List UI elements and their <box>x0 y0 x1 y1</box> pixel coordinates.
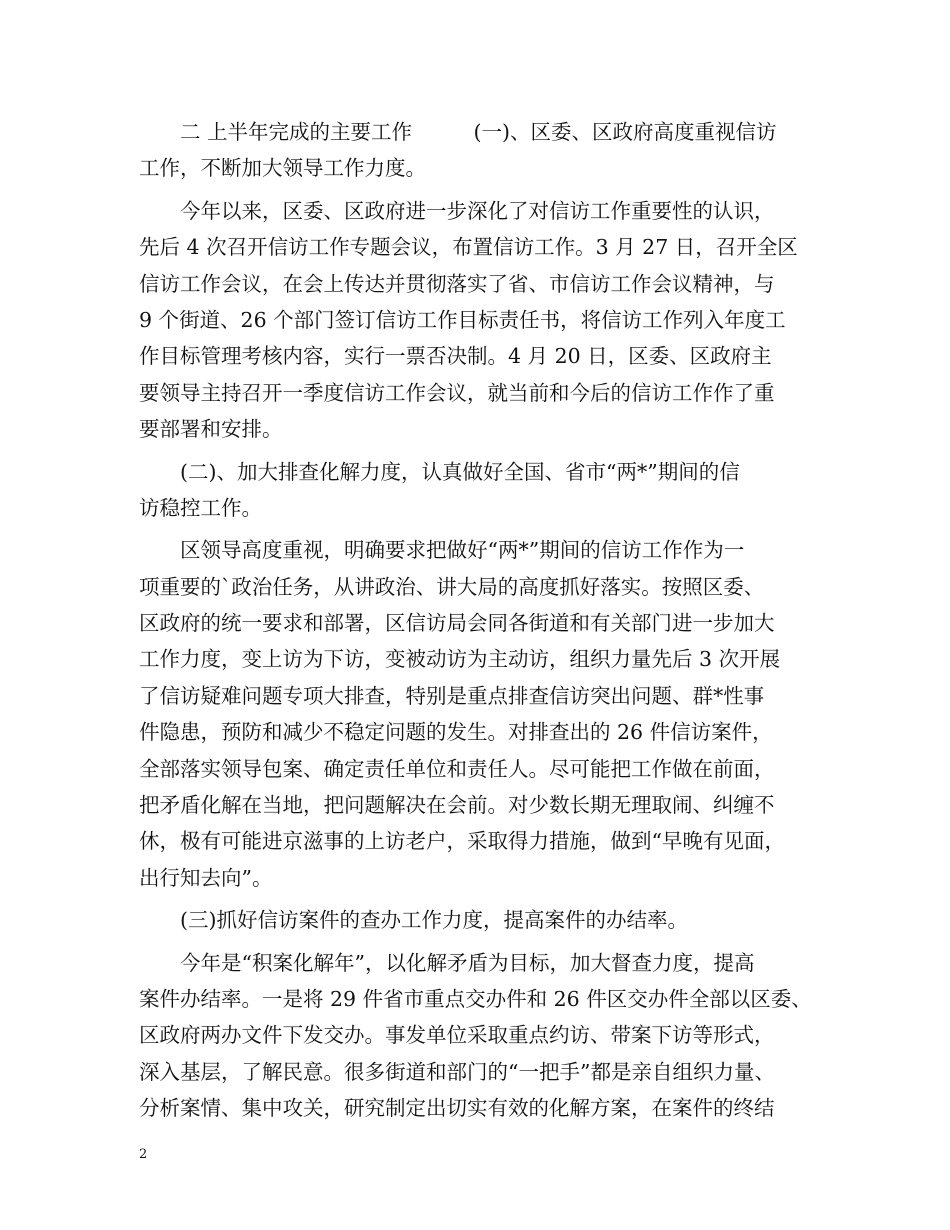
text-line: 工作，不断加大领导工作力度。 <box>139 156 426 181</box>
text-line: 全部落实领导包案、确定责任单位和责任人。尽可能把工作做在前面， <box>139 756 775 781</box>
text-line: 深入基层，了解民意。很多街道和部门的“一把手”都是亲自组织力量、 <box>139 1059 775 1084</box>
text-line: 区领导高度重视，明确要求把做好“两*”期间的信访工作作为一 <box>139 538 745 563</box>
text-line: 要部署和安排。 <box>139 417 283 442</box>
text-line: 区政府两办文件下发交办。事发单位采取重点约访、带案下访等形式， <box>139 1023 775 1048</box>
text-line: 9 个街道、26 个部门签订信访工作目标责任书，将信访工作列入年度工 <box>139 307 786 332</box>
text-line: 休，极有可能进京滋事的上访老户，采取得力措施，做到“早晚有见面， <box>139 829 785 854</box>
text-line: 出行知去向”。 <box>139 865 273 890</box>
text-line: 工作力度，变上访为下访，变被动访为主动访，组织力量先后 3 次开展 <box>139 647 781 672</box>
text-line: 今年以来，区委、区政府进一步深化了对信访工作重要性的认识， <box>139 198 775 223</box>
text-line: 二 上半年完成的主要工作 (一)、区委、区政府高度重视信访 <box>139 120 777 144</box>
text-line: 案件办结率。一是将 29 件省市重点交办件和 26 件区交办件全部以区委、 <box>139 986 812 1011</box>
text-line: 信访工作会议，在会上传达并贯彻落实了省、市信访工作会议精神，与 <box>139 271 775 296</box>
page-number: 2 <box>139 1147 148 1162</box>
text-line: 要领导主持召开一季度信访工作会议，就当前和今后的信访工作作了重 <box>139 380 775 405</box>
text-line: 分析案情、集中攻关，研究制定出切实有效的化解方案，在案件的终结 <box>139 1096 775 1121</box>
document-body <box>139 114 819 1127</box>
text-line: 今年是“积案化解年”，以化解矛盾为目标，加大督查力度，提高 <box>139 950 755 975</box>
text-line: (二)、加大排查化解力度，认真做好全国、省市“两*”期间的信 <box>139 459 740 484</box>
text-line: (三)抓好信访案件的查办工作力度，提高案件的办结率。 <box>139 908 688 933</box>
text-line: 访稳控工作。 <box>139 495 262 520</box>
text-line: 件隐患，预防和减少不稳定问题的发生。对排查出的 26 件信访案件， <box>139 720 773 745</box>
text-line: 项重要的`政治任务，从讲政治、讲大局的高度抓好落实。按照区委、 <box>139 574 765 599</box>
text-line: 区政府的统一要求和部署，区信访局会同各街道和有关部门进一步加大 <box>139 611 775 636</box>
text-line: 作目标管理考核内容，实行一票否决制。4 月 20 日，区委、区政府主 <box>139 344 772 369</box>
text-line: 了信访疑难问题专项大排查，特别是重点排查信访突出问题、群*性事 <box>139 683 765 708</box>
text-line: 把矛盾化解在当地，把问题解决在会前。对少数长期无理取闹、纠缠不 <box>139 793 775 818</box>
text-line: 先后 4 次召开信访工作专题会议，布置信访工作。3 月 27 日，召开全区 <box>139 235 798 260</box>
